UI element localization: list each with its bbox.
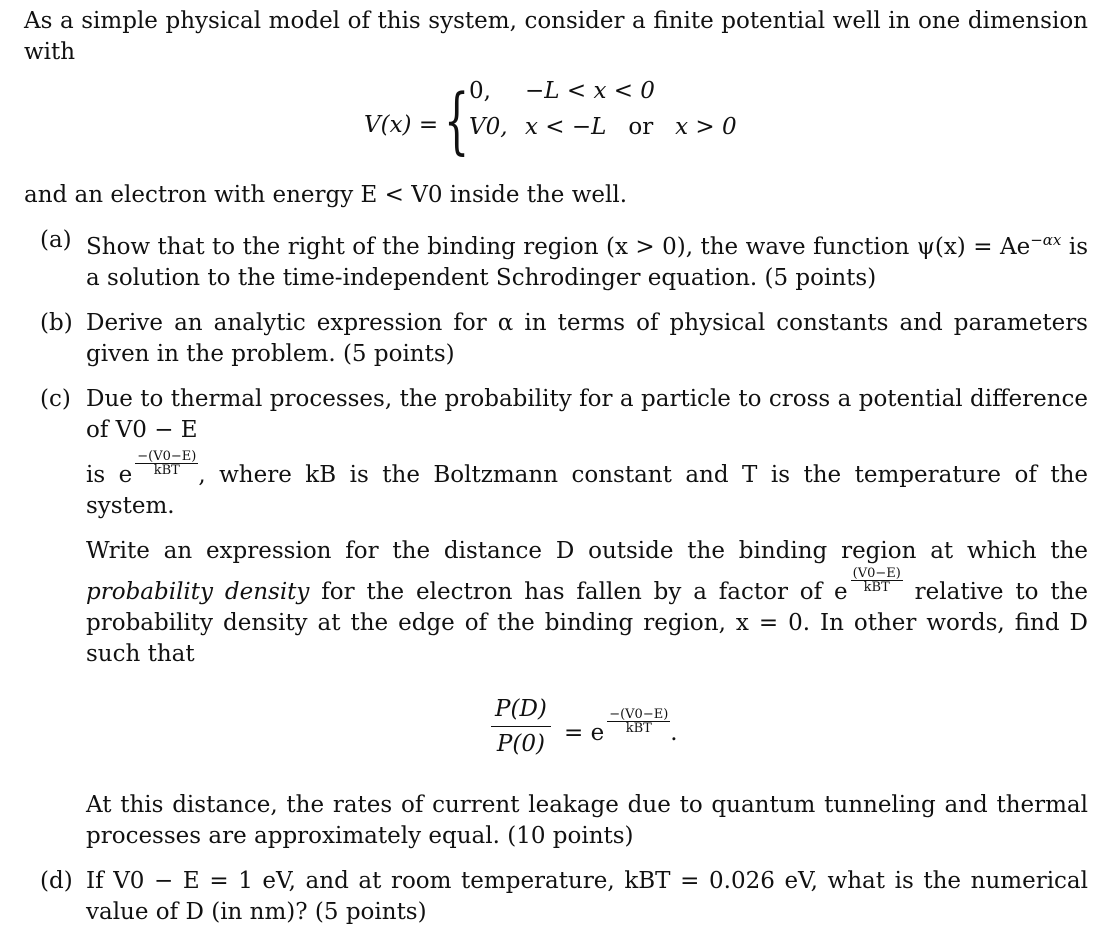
brace-symbol: { bbox=[444, 78, 470, 162]
part-c-para2-start: Write an expression for the distance D outside the binding region at which the bbox=[86, 538, 1088, 564]
frac1-numerator: −(V0−E) bbox=[137, 449, 197, 464]
equation-lhs: V(x) = bbox=[364, 112, 439, 138]
part-c-para2-mid: for the electron has fallen by a factor of e bbox=[321, 579, 848, 605]
frac1-denominator: kBT bbox=[153, 463, 180, 478]
part-d-text: If V0 − E = 1 eV, and at room temperature, kBT = 0.026 eV, what is the numerical value of D (in nm)? (5 points) bbox=[86, 868, 1088, 925]
part-c-closing: At this distance, the rates of current leakage due to quantum tunneling and thermal processes are approximately equal. (10 points) bbox=[86, 792, 1088, 849]
part-c-para2 bbox=[86, 536, 1088, 670]
equation-row-1 bbox=[469, 76, 655, 107]
ratio-denominator: P(0) bbox=[496, 731, 545, 757]
frac3-numerator: −(V0−E) bbox=[609, 707, 669, 722]
row2-condition-b: x > 0 bbox=[675, 114, 737, 140]
part-c-para2-end: relative to the probability density at the edge of the binding region, x = 0. In other words, find D such that bbox=[86, 579, 1089, 667]
ratio-end: . bbox=[670, 720, 678, 746]
part-c-line2-end: , where kB is the Boltzmann constant and T is the temperature of the system. bbox=[86, 462, 1088, 519]
row2-or: or bbox=[628, 114, 654, 140]
part-c-para2-italic: probability density bbox=[86, 579, 310, 605]
part-d-label: (d) bbox=[40, 868, 73, 894]
part-a-text-1: Show that to the right of the binding region (x > 0), the wave function ψ(x) = Ae bbox=[86, 234, 1031, 260]
boltzmann-fraction-3 bbox=[607, 708, 670, 735]
ratio-numerator: P(D) bbox=[491, 692, 551, 727]
frac2-denominator: kBT bbox=[863, 580, 890, 595]
part-b-text: Derive an analytic expression for α in terms of physical constants and parameters given in the problem. (5 points) bbox=[86, 310, 1088, 367]
part-a-text-2: is a solution to the time-independent Schrodinger equation. (5 points) bbox=[86, 234, 1088, 291]
row1-value: 0, bbox=[469, 78, 491, 104]
intro-text: As a simple physical model of this system, consider a finite potential well in one dimension with bbox=[24, 8, 1088, 65]
part-c-line2-start: is e bbox=[86, 462, 133, 488]
problem-page bbox=[24, 6, 1088, 928]
potential-equation bbox=[24, 70, 1088, 180]
part-b bbox=[24, 308, 1088, 370]
equation-row-2 bbox=[469, 112, 737, 143]
part-b-label: (b) bbox=[40, 310, 73, 336]
row2-value: V0, bbox=[469, 114, 508, 140]
part-a-label: (a) bbox=[40, 227, 72, 253]
boltzmann-fraction-2 bbox=[851, 567, 903, 594]
boltzmann-fraction-1 bbox=[135, 450, 198, 477]
part-c-line2 bbox=[86, 450, 1088, 522]
frac2-numerator: (V0−E) bbox=[852, 566, 901, 581]
part-c-label: (c) bbox=[40, 386, 71, 412]
row1-condition: −L < x < 0 bbox=[525, 78, 655, 104]
ratio-rhs-e: = e bbox=[564, 720, 605, 746]
part-a bbox=[24, 225, 1088, 294]
energy-statement: and an electron with energy E < V0 inside the well. bbox=[24, 182, 628, 208]
part-c bbox=[24, 384, 1088, 852]
probability-ratio-equation bbox=[86, 670, 1088, 790]
row2-condition-a: x < −L bbox=[525, 114, 607, 140]
part-c-line1: Due to thermal processes, the probability for a particle to cross a potential difference of V0 − E bbox=[86, 386, 1088, 443]
ratio-rhs bbox=[564, 708, 678, 749]
part-d bbox=[24, 866, 1088, 928]
frac3-denominator: kBT bbox=[625, 721, 652, 736]
part-a-exponent: −αx bbox=[1030, 231, 1062, 249]
probability-ratio bbox=[491, 692, 551, 761]
